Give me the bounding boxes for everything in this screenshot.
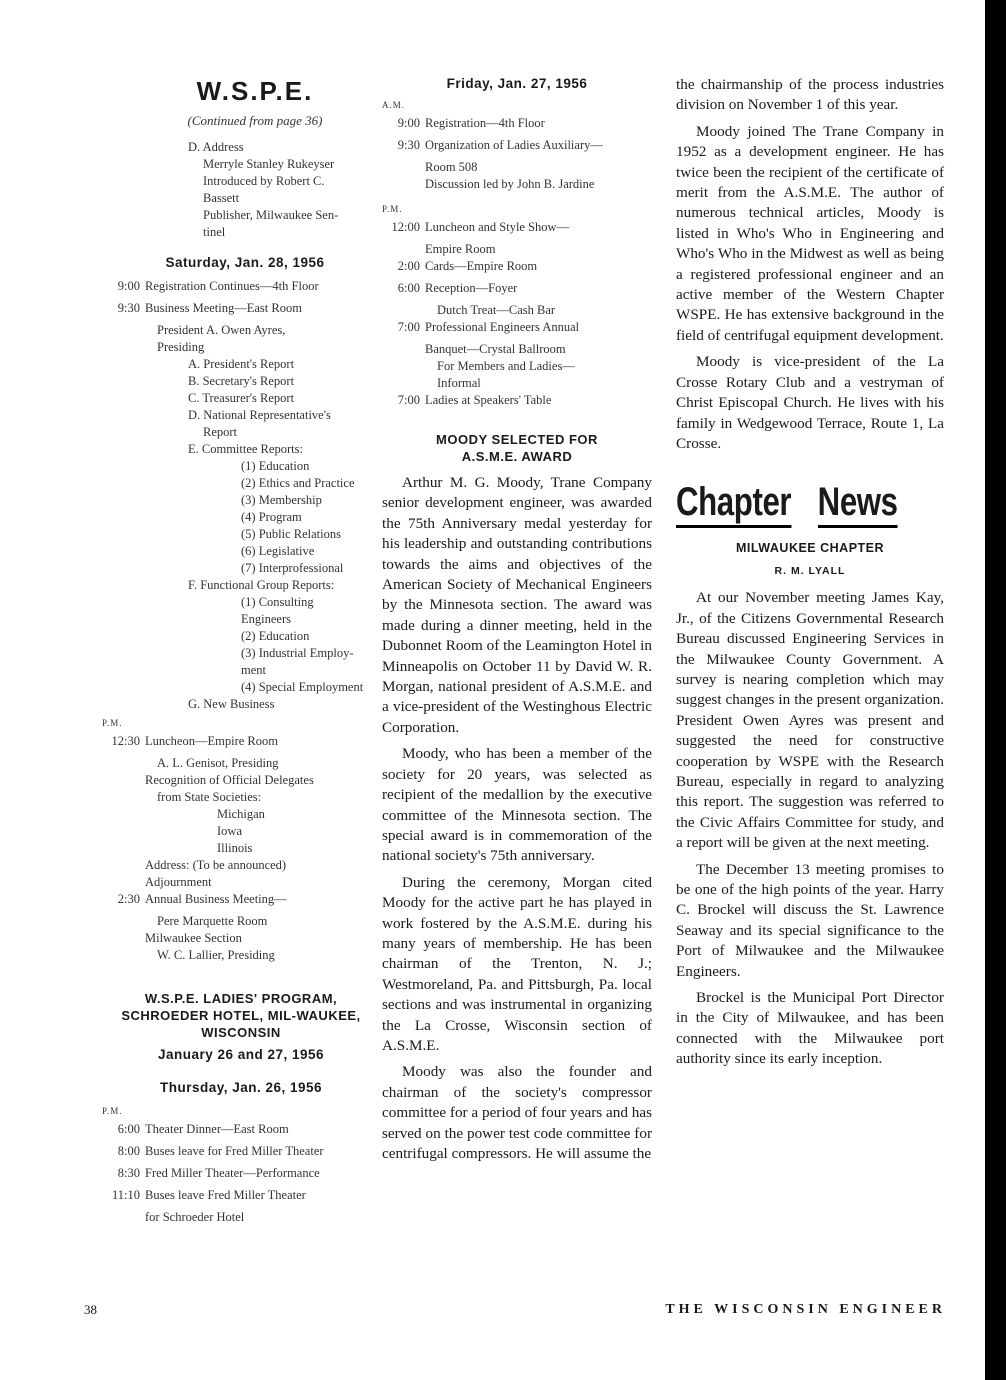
journal-name: THE WISCONSIN ENGINEER — [665, 1302, 946, 1317]
schedule-item — [102, 1121, 364, 1138]
schedule-time — [102, 207, 145, 224]
author-byline: R. M. LYALL — [774, 565, 846, 578]
article-paragraph: Moody was also the founder and chairman of the society's compressor committee for a period of four years and has served on the power test code committee for centrifugal compressors. He will assume the — [382, 1063, 652, 1162]
schedule-text: (4) Program — [241, 510, 302, 524]
schedule-time — [102, 772, 145, 789]
schedule-text: tinel — [203, 225, 226, 239]
schedule-text: Bassett — [203, 191, 240, 205]
article-paragraph: Moody is vice-president of the La Crosse Rotary Club and a vestryman of Christ Episcopal Church. He lives with his family in Wedgewood Terrace, Route 1, La Crosse. — [676, 353, 944, 452]
schedule-text: A. L. Genisot, Presiding — [157, 756, 279, 770]
schedule-time — [102, 373, 145, 390]
article-paragraph: Arthur M. G. Moody, Trane Company senior development engineer, was awarded the 75th Anniversary medal yesterday for his leadership and outstanding contributions towards the aims and objectives of the American Society of Mechanical Engineers by the Minnesota section. The award was made during a dinner meeting, held in the Dubonnet Room of the Leamington Hotel in Minneapolis on October 11 by David W. R. Morgan, national president of A.S.M.E. and a vice-president of the Westinghous Electric Corporation. — [382, 474, 652, 736]
schedule-time: 9:30 — [397, 138, 420, 152]
schedule-item — [382, 159, 652, 176]
schedule-item — [102, 458, 364, 475]
schedule-text: D. National Representative's — [188, 408, 331, 422]
article-paragraph: Moody, who has been a member of the society for 20 years, was selected as recipient of the medallion by the executive committee of the Minnesota section. The special award is in commemoration of the national society's 75th anniversary. — [382, 745, 652, 865]
schedule-time — [102, 823, 145, 840]
schedule-time — [102, 645, 145, 662]
schedule-time — [102, 874, 145, 891]
schedule-item — [102, 1143, 364, 1160]
schedule-item — [102, 339, 364, 356]
schedule-item — [382, 176, 652, 193]
schedule-text: A. President's Report — [188, 357, 295, 371]
schedule-text: (5) Public Relations — [241, 527, 341, 541]
page-title: W.S.P.E. — [196, 76, 314, 106]
schedule-time — [382, 358, 425, 375]
thursday-schedule — [102, 1121, 364, 1226]
schedule-text: Report — [203, 425, 238, 439]
schedule-time: 6:00 — [117, 1122, 140, 1136]
schedule-text: for Schroeder Hotel — [145, 1210, 245, 1224]
schedule-text: Pere Marquette Room — [157, 914, 268, 928]
schedule-time — [102, 458, 145, 475]
schedule-text: (3) Membership — [241, 493, 322, 507]
friday-heading: Friday, Jan. 27, 1956 — [446, 76, 588, 91]
schedule-item — [102, 224, 364, 241]
schedule-text: (4) Special Employment — [241, 680, 364, 694]
schedule-time: 12:00 — [391, 220, 420, 234]
schedule-time — [102, 789, 145, 806]
schedule-item — [102, 139, 364, 156]
schedule-item — [102, 947, 364, 964]
schedule-text: For Members and Ladies— — [437, 359, 575, 373]
schedule-time: 2:30 — [117, 892, 140, 906]
schedule-time — [102, 696, 145, 713]
schedule-item — [382, 258, 652, 275]
schedule-text: Registration Continues—4th Floor — [145, 279, 319, 293]
page-number: 38 — [84, 1302, 97, 1317]
schedule-item — [102, 300, 364, 317]
schedule-time — [102, 806, 145, 823]
schedule-text: Luncheon—Empire Room — [145, 734, 278, 748]
schedule-item — [102, 475, 364, 492]
schedule-item — [382, 375, 652, 392]
schedule-time — [102, 857, 145, 874]
schedule-text: from State Societies: — [157, 790, 262, 804]
schedule-text: Introduced by Robert C. — [203, 174, 325, 188]
schedule-text: W. C. Lallier, Presiding — [157, 948, 275, 962]
thursday-heading: Thursday, Jan. 26, 1956 — [159, 1080, 323, 1095]
schedule-item — [102, 857, 364, 874]
schedule-item — [102, 173, 364, 190]
schedule-item — [102, 840, 364, 857]
am-label: A.M. — [382, 100, 406, 110]
schedule-text: Cards—Empire Room — [425, 259, 538, 273]
schedule-text: B. Secretary's Report — [188, 374, 295, 388]
thursday-pm-label: P.M. — [102, 1106, 123, 1116]
schedule-time — [102, 1209, 145, 1226]
schedule-text: Recognition of Official Delegates — [145, 773, 314, 787]
schedule-time — [102, 441, 145, 458]
schedule-time — [382, 341, 425, 358]
schedule-item — [102, 509, 364, 526]
schedule-item — [102, 662, 364, 679]
ladies-program-heading: W.S.P.E. LADIES' PROGRAM, SCHROEDER HOTEL, MIL-WAUKEE, WISCONSIN — [121, 991, 361, 1040]
schedule-time — [102, 662, 145, 679]
schedule-text: (1) Education — [241, 459, 310, 473]
award-article-continued — [676, 75, 944, 454]
schedule-time — [102, 322, 145, 339]
schedule-text: Iowa — [217, 824, 242, 838]
schedule-time: 7:00 — [397, 393, 420, 407]
schedule-time — [102, 560, 145, 577]
schedule-item — [102, 543, 364, 560]
schedule-item — [382, 115, 652, 132]
milwaukee-chapter-heading: MILWAUKEE CHAPTER — [735, 541, 885, 556]
schedule-time — [102, 190, 145, 207]
schedule-time — [382, 302, 425, 319]
column-middle — [382, 70, 652, 1170]
article-paragraph: During the ceremony, Morgan cited Moody for the active part he has played in work fostered by the A.S.M.E. during his many years of membership. He has been chairman of the Trenton, N. J.; Westmoreland, Pa. and Pittsburgh, Pa. local sections and was instrumental in organizing the La Crosse, Wisconsin section of A.S.M.E. — [382, 873, 652, 1054]
schedule-item — [382, 358, 652, 375]
schedule-time: 6:00 — [397, 281, 420, 295]
schedule-item — [102, 407, 364, 424]
schedule-time — [102, 930, 145, 947]
schedule-time — [102, 407, 145, 424]
schedule-item — [102, 628, 364, 645]
award-heading-line1: MOODY SELECTED FOR — [436, 432, 598, 447]
schedule-text: (3) Industrial Employ- — [241, 646, 354, 660]
schedule-time — [102, 913, 145, 930]
schedule-time — [102, 840, 145, 857]
schedule-text: Milwaukee Section — [145, 931, 242, 945]
schedule-item — [382, 241, 652, 258]
friday-pm-schedule — [382, 219, 652, 409]
schedule-time — [102, 509, 145, 526]
schedule-text: Reception—Foyer — [425, 281, 518, 295]
schedule-time — [102, 594, 145, 628]
schedule-text: G. New Business — [188, 697, 275, 711]
schedule-time — [382, 241, 425, 258]
schedule-time — [102, 390, 145, 407]
schedule-item — [382, 280, 652, 297]
schedule-time: 8:00 — [117, 1144, 140, 1158]
schedule-text: (2) Ethics and Practice — [241, 476, 355, 490]
milwaukee-news-article — [676, 588, 944, 1069]
schedule-text: Dutch Treat—Cash Bar — [437, 303, 556, 317]
article-paragraph: Brockel is the Municipal Port Director in the City of Milwaukee, and has been connected with the Milwaukee port authority since its early inception. — [676, 989, 944, 1068]
schedule-item — [102, 772, 364, 789]
pm-label: P.M. — [102, 718, 123, 728]
schedule-time — [102, 424, 145, 441]
schedule-item — [102, 577, 364, 594]
schedule-text: Fred Miller Theater—Performance — [145, 1166, 320, 1180]
schedule-time — [382, 176, 425, 193]
saturday-pm-schedule — [102, 733, 364, 964]
schedule-time: 9:00 — [117, 279, 140, 293]
schedule-item — [102, 891, 364, 908]
schedule-item — [102, 823, 364, 840]
schedule-text: Buses leave for Fred Miller Theater — [145, 1144, 324, 1158]
schedule-item — [102, 930, 364, 947]
schedule-text: (1) Consulting Engineers — [241, 595, 314, 626]
schedule-time: 12:30 — [111, 734, 140, 748]
address-block — [102, 139, 364, 241]
saturday-heading: Saturday, Jan. 28, 1956 — [165, 255, 325, 270]
schedule-item — [382, 319, 652, 336]
schedule-time — [102, 475, 145, 492]
schedule-item — [102, 594, 364, 628]
schedule-time — [382, 375, 425, 392]
schedule-text: ment — [241, 663, 266, 677]
schedule-text: Illinois — [217, 841, 253, 855]
schedule-text: Room 508 — [425, 160, 478, 174]
schedule-text: Michigan — [217, 807, 265, 821]
schedule-text: Publisher, Milwaukee Sen- — [203, 208, 339, 222]
schedule-time: 11:10 — [111, 1188, 140, 1202]
column-right — [676, 75, 944, 1076]
schedule-item — [102, 356, 364, 373]
schedule-item — [102, 322, 364, 339]
schedule-time — [102, 755, 145, 772]
schedule-text: (7) Interprofessional — [241, 561, 344, 575]
chapter-word: Chapter — [676, 480, 791, 528]
award-heading-line2: A.S.M.E. AWARD — [461, 449, 573, 464]
schedule-text: Registration—4th Floor — [425, 116, 545, 130]
schedule-time — [102, 526, 145, 543]
schedule-text: Informal — [437, 376, 481, 390]
schedule-time: 9:00 — [397, 116, 420, 130]
schedule-text: Annual Business Meeting— — [145, 892, 287, 906]
schedule-text: (2) Education — [241, 629, 310, 643]
schedule-time — [102, 339, 145, 356]
schedule-time — [102, 543, 145, 560]
schedule-item — [382, 137, 652, 154]
schedule-time: 7:00 — [397, 320, 420, 334]
schedule-text: Address: (To be announced) — [145, 858, 287, 872]
schedule-text: Business Meeting—East Room — [145, 301, 302, 315]
schedule-item — [102, 789, 364, 806]
schedule-time — [102, 679, 145, 696]
continued-note: (Continued from page 36) — [187, 113, 323, 128]
schedule-item — [102, 913, 364, 930]
schedule-item — [102, 424, 364, 441]
schedule-item — [102, 755, 364, 772]
schedule-item — [102, 733, 364, 750]
schedule-time: 8:30 — [117, 1166, 140, 1180]
friday-am-schedule — [382, 115, 652, 193]
article-paragraph: Moody joined The Trane Company in 1952 as a development engineer. He has twice been the recipient of the certificate of merit from the A.S.M.E. The author of numerous technical articles, Moody is listed in Who's Who in Engineering and Who's Who in the Midwest as well as being a registered professional engineer and an active member of the Western Chapter WSPE. He has extensive background in the field of centrifugal equipment development. — [676, 122, 944, 344]
schedule-item — [102, 679, 364, 696]
schedule-item — [102, 645, 364, 662]
schedule-text: Theater Dinner—East Room — [145, 1122, 289, 1136]
schedule-text: Organization of Ladies Auxiliary— — [425, 138, 603, 152]
schedule-time — [102, 947, 145, 964]
schedule-item — [102, 373, 364, 390]
schedule-item — [102, 1209, 364, 1226]
schedule-item — [102, 156, 364, 173]
schedule-text: Professional Engineers Annual — [425, 320, 580, 334]
schedule-item — [102, 441, 364, 458]
schedule-time: 2:00 — [397, 259, 420, 273]
schedule-text: D. Address — [188, 140, 244, 154]
schedule-text: Luncheon and Style Show— — [425, 220, 570, 234]
schedule-item — [382, 302, 652, 319]
schedule-item — [102, 492, 364, 509]
schedule-text: (6) Legislative — [241, 544, 315, 558]
schedule-text: Presiding — [157, 340, 205, 354]
schedule-item — [382, 392, 652, 409]
schedule-text: Empire Room — [425, 242, 496, 256]
saturday-schedule — [102, 278, 364, 713]
schedule-text: Adjournment — [145, 875, 212, 889]
schedule-item — [102, 1187, 364, 1204]
schedule-item — [102, 190, 364, 207]
schedule-item — [102, 390, 364, 407]
schedule-text: Banquet—Crystal Ballroom — [425, 342, 566, 356]
schedule-item — [102, 560, 364, 577]
schedule-time — [102, 173, 145, 190]
award-article — [382, 473, 652, 1164]
schedule-time — [102, 156, 145, 173]
schedule-item — [102, 874, 364, 891]
schedule-time — [102, 224, 145, 241]
schedule-item — [102, 806, 364, 823]
schedule-time — [382, 159, 425, 176]
schedule-item — [102, 526, 364, 543]
schedule-text: Ladies at Speakers' Table — [425, 393, 552, 407]
schedule-text: E. Committee Reports: — [188, 442, 303, 456]
schedule-text: Buses leave Fred Miller Theater — [145, 1188, 306, 1202]
schedule-item — [102, 696, 364, 713]
schedule-item — [382, 219, 652, 236]
article-paragraph: At our November meeting James Kay, Jr., of the Citizens Governmental Research Bureau discussed Engineering Services in the Milwaukee County Government. A survey is nearing completion which may suggest changes in the present organization. President Owen Ayres was present and suggested the need for constructive cooperation by WSPE with the Research Bureau, especially in regard to analyzing this report. The suggestion was referred to the Civic Affairs Committee for study, and a report will be given at the next meeting. — [676, 589, 944, 852]
schedule-item — [382, 341, 652, 358]
schedule-time — [102, 628, 145, 645]
schedule-text: F. Functional Group Reports: — [188, 578, 335, 592]
friday-pm-label: P.M. — [382, 204, 403, 214]
column-left — [102, 70, 364, 1226]
news-word: News — [818, 480, 898, 528]
ladies-program-dates: January 26 and 27, 1956 — [157, 1047, 325, 1062]
scan-edge-bar — [985, 0, 1006, 1380]
schedule-time — [102, 356, 145, 373]
chapter-news-banner — [676, 480, 898, 528]
schedule-text: Merryle Stanley Rukeyser — [203, 157, 335, 171]
schedule-text: C. Treasurer's Report — [188, 391, 295, 405]
schedule-time — [102, 492, 145, 509]
schedule-item — [102, 278, 364, 295]
schedule-item — [102, 207, 364, 224]
schedule-text: President A. Owen Ayres, — [157, 323, 286, 337]
article-paragraph: the chairmanship of the process industries division on November 1 of this year. — [676, 76, 944, 114]
schedule-time — [102, 139, 145, 156]
schedule-text: Discussion led by John B. Jardine — [425, 177, 595, 191]
schedule-time — [102, 577, 145, 594]
schedule-item — [102, 1165, 364, 1182]
schedule-time: 9:30 — [117, 301, 140, 315]
article-paragraph: The December 13 meeting promises to be one of the high points of the year. Harry C. Brockel will discuss the St. Lawrence Seaway and its special significance to the Port of Milwaukee and the Milwaukee Engineers. — [676, 860, 944, 980]
